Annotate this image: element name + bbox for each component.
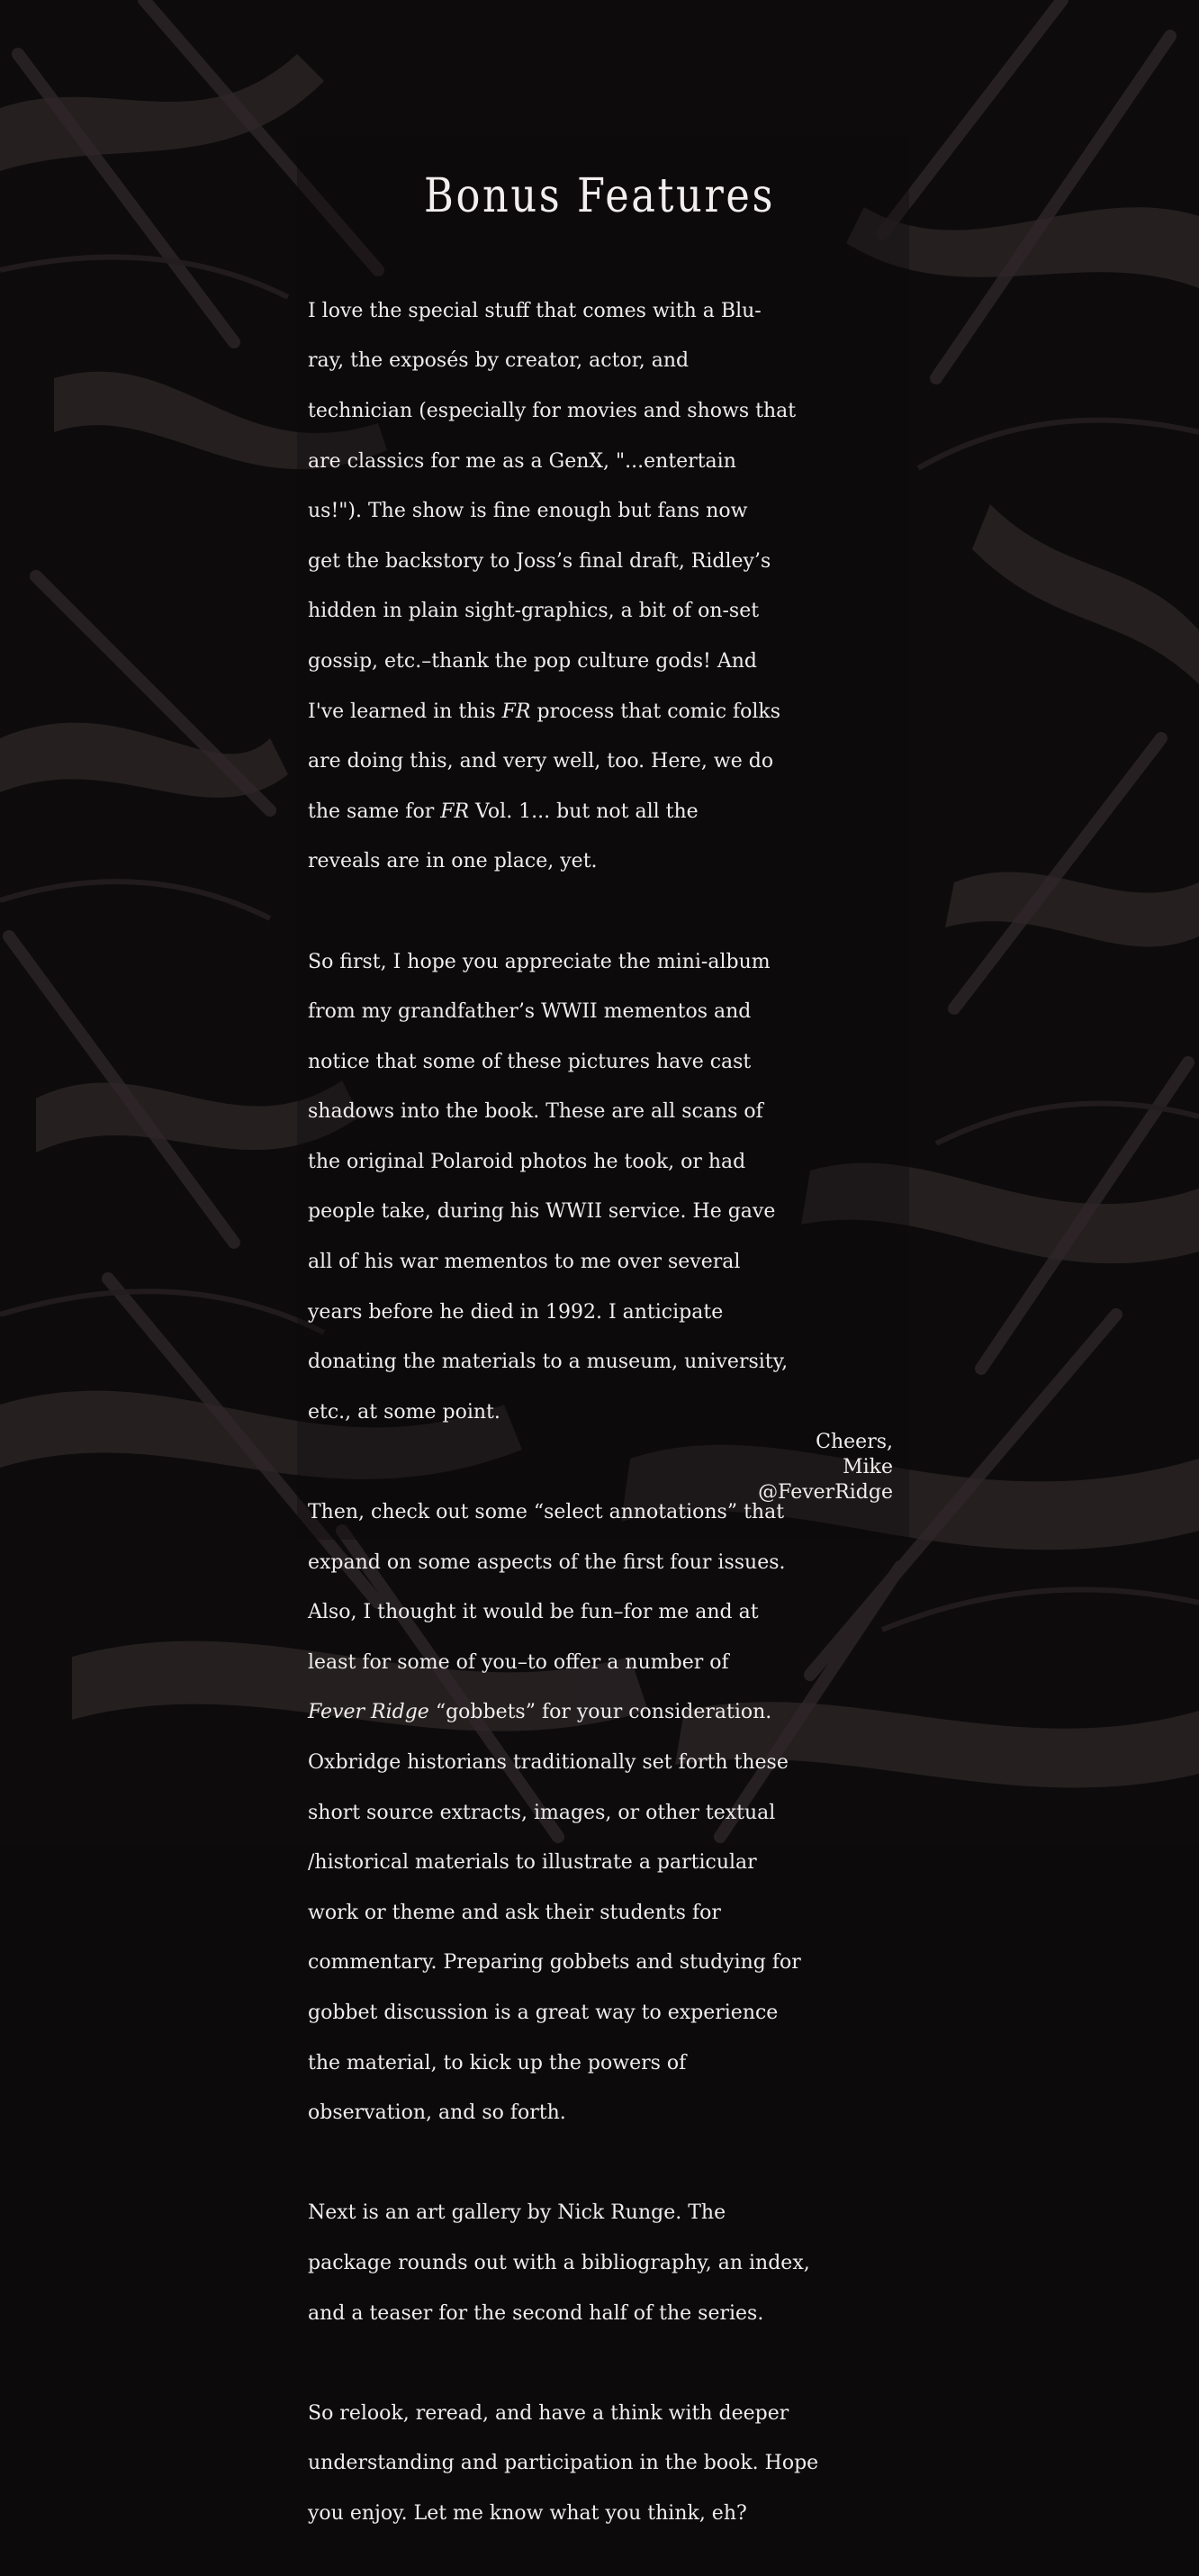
text-line: notice that some of these pictures have cast (308, 1050, 752, 1073)
text-line: Then, check out some “select annotations” that (308, 1501, 785, 1524)
text-line: Next is an art gallery by Nick Runge. The (308, 2201, 726, 2225)
text-line: gobbet discussion is a great way to experience (308, 2001, 779, 2024)
text-line: short source extracts, images, or other textual (308, 1801, 776, 1824)
text-line: /historical materials to illustrate a particular (308, 1851, 757, 1875)
text-line: technician (especially for movies and shows that (308, 399, 797, 422)
text-line: from my grandfather’s WWII mementos and (308, 1000, 752, 1024)
text-line: I love the special stuff that comes with a Blu- (308, 299, 762, 322)
paragraph-2 (308, 925, 898, 1451)
paragraph-4 (308, 2176, 898, 2352)
text-line: etc., at some point. (308, 1400, 500, 1424)
text-line: expand on some aspects of the first four issues. (308, 1550, 786, 1574)
paragraph-3 (308, 1475, 898, 2151)
text-line: shadows into the book. These are all scans of (308, 1100, 763, 1124)
paragraph-5 (308, 2376, 898, 2552)
text-line: observation, and so forth. (308, 2101, 566, 2125)
text-line: Also, I thought it would be fun–for me and at (308, 1601, 759, 1624)
text-line: work or theme and ask their students for (308, 1901, 721, 1924)
paragraph-1 (308, 274, 898, 899)
text-line: the material, to kick up the powers of (308, 2051, 687, 2074)
text-line: Fever Ridge “gobbets” for your consideration. (308, 1701, 772, 1724)
text-line: donating the materials to a museum, university, (308, 1351, 789, 1374)
text-line: I've learned in this FR process that comic folks (308, 700, 781, 723)
text-line: you enjoy. Let me know what you think, eh? (308, 2501, 747, 2525)
signoff (758, 1430, 893, 1505)
text-line: are classics for me as a GenX, "...entertain (308, 449, 736, 473)
text-line: So first, I hope you appreciate the mini-album (308, 950, 771, 973)
text-line: So relook, reread, and have a think with deeper (308, 2401, 789, 2425)
text-line: people take, during his WWII service. He gave (308, 1200, 776, 1224)
text-line: years before he died in 1992. I anticipate (308, 1300, 724, 1324)
article-body (308, 274, 898, 2576)
text-line: the same for FR Vol. 1... but not all the (308, 800, 699, 823)
text-line: understanding and participation in the book. Hope (308, 2452, 819, 2475)
signoff-closing: Cheers, (816, 1431, 893, 1453)
signoff-handle: @FeverRidge (758, 1480, 893, 1504)
page-title: Bonus Features (424, 169, 775, 223)
text-line: get the backstory to Joss’s final draft, Ridley’s (308, 549, 771, 573)
text-line: ray, the exposés by creator, actor, and (308, 349, 690, 373)
text-line: hidden in plain sight-graphics, a bit of on-set (308, 600, 760, 623)
text-line: commentary. Preparing gobbets and studying for (308, 1951, 801, 1975)
text-line: Oxbridge historians traditionally set forth these (308, 1751, 789, 1775)
text-line: all of his war mementos to me over several (308, 1251, 741, 1274)
text-line: and a teaser for the second half of the series. (308, 2301, 764, 2325)
text-line: gossip, etc.–thank the pop culture gods! And (308, 649, 757, 673)
text-line: reveals are in one place, yet. (308, 850, 598, 873)
text-line: the original Polaroid photos he took, or had (308, 1150, 746, 1173)
text-line: are doing this, and very well, too. Here, we do (308, 750, 774, 773)
signoff-name: Mike (843, 1455, 893, 1478)
text-line: least for some of you–to offer a number of (308, 1650, 729, 1674)
text-line: us!"). The show is fine enough but fans now (308, 500, 748, 523)
text-line: package rounds out with a bibliography, an index, (308, 2251, 810, 2274)
